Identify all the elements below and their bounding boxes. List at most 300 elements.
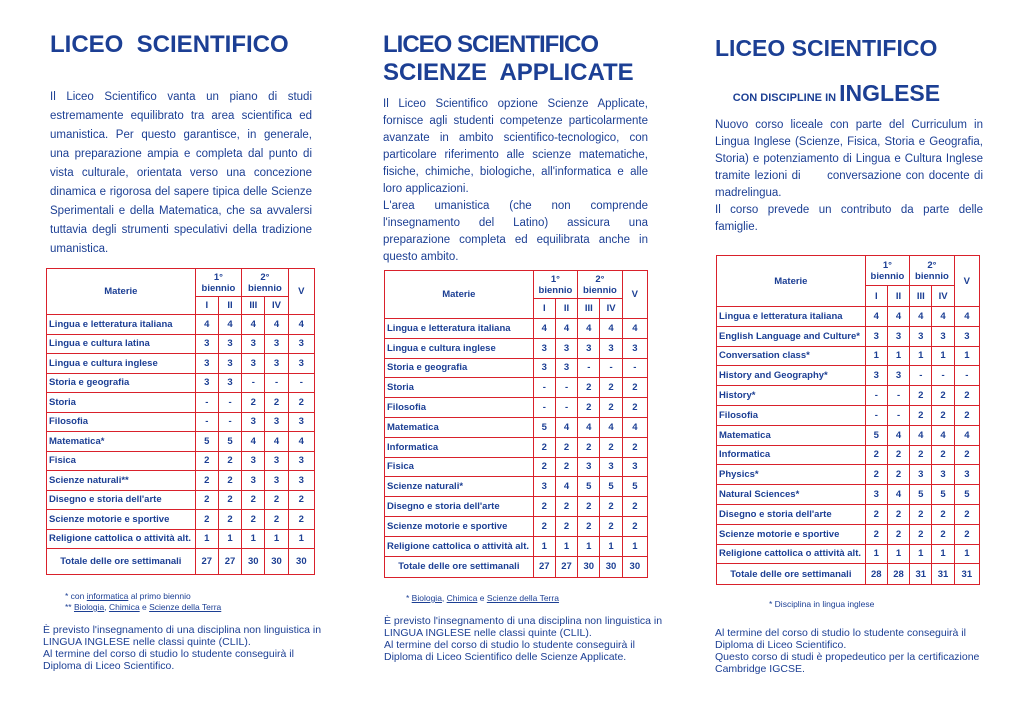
table-row — [47, 354, 315, 374]
hours-cell: 2 — [622, 378, 647, 398]
hours-cell: 4 — [954, 307, 979, 327]
subject-cell: Scienze naturali** — [47, 471, 196, 491]
hours-cell: 2 — [622, 516, 647, 536]
hours-cell: 2 — [954, 524, 979, 544]
hours-cell: 1 — [622, 536, 647, 556]
hours-cell: 3 — [887, 366, 909, 386]
hours-cell: 3 — [910, 326, 932, 346]
hours-cell: 2 — [195, 471, 218, 491]
intro-paragraph: Nuovo corso liceale con parte del Curriculum in Lingua Inglese (Scienze, Fisica, Storia e Geografia, Storia) e potenziamento di Lingua e Cultura Inglese tramite lezioni di conversazione con docente di madrelingua. — [715, 119, 987, 199]
hours-cell: 4 — [600, 417, 622, 437]
hours-cell: 4 — [600, 319, 622, 339]
subject-cell: Scienze motorie e sportive — [47, 510, 196, 530]
table-row — [717, 307, 980, 327]
hours-cell: 3 — [265, 451, 288, 471]
hours-cell: 3 — [218, 373, 241, 393]
hours-cell: 2 — [533, 437, 555, 457]
subject-cell: Storia — [47, 393, 196, 413]
footnote-link[interactable]: Scienze della Terra — [149, 602, 222, 612]
hours-cell: 5 — [865, 425, 887, 445]
total-row — [47, 549, 315, 575]
hours-cell: - — [195, 412, 218, 432]
hours-cell: 2 — [887, 524, 909, 544]
total-cell: 30 — [578, 556, 600, 577]
column-discipline-inglese — [682, 0, 1024, 721]
hours-cell: 2 — [910, 405, 932, 425]
hours-cell: 2 — [578, 497, 600, 517]
hours-cell: 3 — [865, 326, 887, 346]
subject-cell: Disegno e storia dell'arte — [385, 497, 534, 517]
hours-cell: 2 — [288, 510, 314, 530]
hours-cell: 2 — [932, 405, 954, 425]
subject-cell: Religione cattolica o attività alt. — [717, 544, 866, 564]
hours-cell: 3 — [218, 354, 241, 374]
subject-cell: Informatica — [717, 445, 866, 465]
hours-cell: 4 — [288, 315, 314, 335]
hours-cell: 4 — [533, 319, 555, 339]
hours-cell: 3 — [555, 338, 577, 358]
hours-cell: 2 — [578, 437, 600, 457]
curriculum-table — [384, 270, 648, 578]
hours-cell: 2 — [533, 516, 555, 536]
hours-cell: - — [288, 373, 314, 393]
total-cell: 31 — [954, 564, 979, 585]
total-cell: 27 — [555, 556, 577, 577]
hours-cell: 3 — [288, 471, 314, 491]
total-row — [717, 564, 980, 585]
table-row — [385, 338, 648, 358]
subject-cell: Fisica — [47, 451, 196, 471]
table-body — [385, 319, 648, 557]
hours-cell: 4 — [887, 307, 909, 327]
hours-cell: 3 — [242, 451, 265, 471]
table-row — [47, 471, 315, 491]
table-row — [47, 412, 315, 432]
hours-cell: 2 — [865, 445, 887, 465]
hours-cell: 2 — [195, 510, 218, 530]
hours-cell: 2 — [887, 445, 909, 465]
hours-cell: 1 — [533, 536, 555, 556]
hours-cell: 1 — [218, 529, 241, 549]
hours-cell: 2 — [578, 378, 600, 398]
hours-cell: 4 — [932, 425, 954, 445]
table-row — [47, 529, 315, 549]
hours-cell: - — [242, 373, 265, 393]
hours-cell: 2 — [887, 504, 909, 524]
table-row — [47, 373, 315, 393]
hours-cell: 2 — [555, 516, 577, 536]
total-cell: 27 — [533, 556, 555, 577]
subject-cell: Scienze naturali* — [385, 477, 534, 497]
table-row — [385, 477, 648, 497]
page-subtitle: SCIENZE APPLICATE — [383, 59, 634, 86]
intro-paragraph-2: Il corso prevede un contributo da parte delle famiglie. — [715, 204, 983, 233]
hours-cell: 3 — [288, 451, 314, 471]
hours-cell: 3 — [533, 477, 555, 497]
header-biennio-1: 1° biennio — [533, 271, 578, 299]
hours-cell: - — [578, 358, 600, 378]
table-row — [717, 386, 980, 406]
hours-cell: 1 — [195, 529, 218, 549]
footnote-1 — [406, 593, 656, 604]
hours-cell: 3 — [265, 412, 288, 432]
subject-cell: Religione cattolica o attività alt. — [47, 529, 196, 549]
hours-cell: 3 — [600, 457, 622, 477]
header-year: II — [218, 297, 241, 315]
hours-cell: 2 — [954, 405, 979, 425]
table-row — [47, 451, 315, 471]
subject-cell: Lingua e cultura inglese — [385, 338, 534, 358]
table-row — [47, 510, 315, 530]
total-cell: 31 — [910, 564, 932, 585]
hours-cell: 3 — [288, 334, 314, 354]
hours-cell: 1 — [910, 346, 932, 366]
hours-cell: 2 — [932, 504, 954, 524]
hours-cell: 3 — [910, 465, 932, 485]
table-body — [717, 307, 980, 564]
hours-cell: 3 — [578, 338, 600, 358]
hours-cell: 3 — [288, 354, 314, 374]
header-year: III — [242, 297, 265, 315]
hours-cell: 3 — [555, 358, 577, 378]
hours-cell: 4 — [887, 425, 909, 445]
subtitle-small: CON DISCIPLINE IN — [732, 92, 840, 104]
hours-cell: 2 — [218, 490, 241, 510]
hours-cell: 2 — [865, 465, 887, 485]
hours-cell: 4 — [622, 417, 647, 437]
total-cell: 31 — [932, 564, 954, 585]
subject-cell: Storia e geografia — [385, 358, 534, 378]
hours-cell: 3 — [242, 471, 265, 491]
hours-cell: 2 — [910, 504, 932, 524]
hours-cell: 2 — [932, 445, 954, 465]
hours-cell: 5 — [533, 417, 555, 437]
subject-cell: Lingua e letteratura italiana — [47, 315, 196, 335]
hours-cell: - — [932, 366, 954, 386]
subject-cell: Scienze motorie e sportive — [717, 524, 866, 544]
header-biennio-2: 2° biennio — [578, 271, 623, 299]
footnote-link[interactable]: Chimica — [108, 602, 140, 612]
subject-cell: Storia e geografia — [47, 373, 196, 393]
hours-cell: 2 — [865, 524, 887, 544]
hours-cell: 4 — [910, 425, 932, 445]
table-row — [385, 497, 648, 517]
subject-cell: Matematica — [717, 425, 866, 445]
hours-cell: 2 — [242, 510, 265, 530]
header-materie: Materie — [385, 271, 534, 319]
hours-cell: 2 — [600, 437, 622, 457]
header-biennio-2: 2° biennio — [242, 269, 289, 297]
footnote-text: * con — [65, 591, 87, 601]
header-year-v: V — [622, 271, 647, 319]
footnote-link[interactable]: Chimica — [446, 593, 478, 603]
table-row — [717, 425, 980, 445]
hours-cell: 3 — [932, 465, 954, 485]
hours-cell: 4 — [195, 315, 218, 335]
hours-cell: 1 — [954, 544, 979, 564]
hours-cell: 4 — [218, 315, 241, 335]
hours-cell: 2 — [578, 398, 600, 418]
subject-cell: Disegno e storia dell'arte — [47, 490, 196, 510]
header-biennio-1: 1° biennio — [865, 256, 910, 286]
hours-cell: 5 — [954, 485, 979, 505]
table-row — [717, 524, 980, 544]
hours-cell: - — [887, 386, 909, 406]
hours-cell: 3 — [865, 366, 887, 386]
hours-cell: - — [555, 378, 577, 398]
subject-cell: Lingua e cultura latina — [47, 334, 196, 354]
hours-cell: - — [865, 405, 887, 425]
hours-cell: 2 — [600, 398, 622, 418]
subject-cell: Religione cattolica o attività alt. — [385, 536, 534, 556]
curriculum-table — [716, 255, 980, 585]
table-row — [717, 346, 980, 366]
total-cell: 30 — [242, 549, 265, 575]
hours-cell: 3 — [954, 326, 979, 346]
hours-cell: 3 — [865, 485, 887, 505]
closing-paragraph: Al termine del corso di studio lo studente conseguirà il Diploma di Liceo Scientifico. Questo corso di studi è propedeutico per la certificazione Cambridge IGCSE. — [715, 627, 980, 675]
table-row — [47, 490, 315, 510]
total-cell: 30 — [600, 556, 622, 577]
hours-cell: 3 — [242, 354, 265, 374]
total-cell: 27 — [218, 549, 241, 575]
hours-cell: 2 — [910, 524, 932, 544]
hours-cell: 2 — [865, 504, 887, 524]
hours-cell: 2 — [242, 490, 265, 510]
hours-cell: 3 — [578, 457, 600, 477]
hours-cell: 1 — [288, 529, 314, 549]
subject-cell: Filosofia — [47, 412, 196, 432]
hours-cell: 3 — [622, 338, 647, 358]
hours-cell: 4 — [932, 307, 954, 327]
page-title: LICEO SCIENTIFICO — [50, 31, 289, 58]
hours-cell: 2 — [910, 445, 932, 465]
hours-cell: - — [195, 393, 218, 413]
subject-cell: History* — [717, 386, 866, 406]
footnote: * Disciplina in lingua inglese — [769, 599, 875, 609]
footnote-text: e — [477, 593, 487, 603]
closing-paragraph: È previsto l'insegnamento di una disciplina non linguistica in LINGUA INGLESE nelle classi quinte (CLIL). Al termine del corso di studio lo studente conseguirà il Diploma di Liceo Scientifico. — [43, 624, 322, 672]
hours-cell: 4 — [865, 307, 887, 327]
hours-cell: 5 — [910, 485, 932, 505]
hours-cell: 1 — [887, 544, 909, 564]
footnote-text: * — [406, 593, 412, 603]
hours-cell: 1 — [865, 544, 887, 564]
hours-cell: 5 — [195, 432, 218, 452]
subject-cell: Storia — [385, 378, 534, 398]
page-subtitle — [715, 62, 940, 125]
table-row — [385, 398, 648, 418]
total-cell: 30 — [288, 549, 314, 575]
hours-cell: 2 — [218, 471, 241, 491]
hours-cell: 4 — [555, 319, 577, 339]
hours-cell: 2 — [533, 457, 555, 477]
page-title: LICEO SCIENTIFICO — [715, 35, 938, 61]
hours-cell: 2 — [954, 386, 979, 406]
hours-cell: 2 — [555, 497, 577, 517]
hours-cell: 1 — [242, 529, 265, 549]
column-liceo-scientifico — [0, 0, 341, 721]
table-row — [385, 437, 648, 457]
table-row — [385, 319, 648, 339]
hours-cell: 2 — [622, 497, 647, 517]
hours-cell: 1 — [600, 536, 622, 556]
hours-cell: 2 — [622, 437, 647, 457]
footnote-link[interactable]: Scienze della Terra — [486, 593, 559, 603]
hours-cell: 4 — [555, 477, 577, 497]
hours-cell: 2 — [265, 393, 288, 413]
header-biennio-2: 2° biennio — [910, 256, 955, 286]
hours-cell: - — [622, 358, 647, 378]
hours-cell: 4 — [887, 485, 909, 505]
hours-cell: 2 — [195, 490, 218, 510]
hours-cell: - — [887, 405, 909, 425]
header-year: IV — [265, 297, 288, 315]
hours-cell: 4 — [265, 432, 288, 452]
hours-cell: 3 — [533, 358, 555, 378]
hours-cell: 4 — [242, 315, 265, 335]
subject-cell: Lingua e cultura inglese — [47, 354, 196, 374]
subtitle-big: INGLESE — [839, 80, 941, 106]
footnote-2 — [65, 602, 325, 613]
hours-cell: 2 — [600, 516, 622, 536]
header-year: I — [865, 286, 887, 307]
table-row — [47, 334, 315, 354]
hours-cell: 1 — [954, 346, 979, 366]
total-label: Totale delle ore settimanali — [717, 564, 866, 585]
hours-cell: 5 — [600, 477, 622, 497]
hours-cell: 2 — [578, 516, 600, 536]
total-cell: 30 — [622, 556, 647, 577]
hours-cell: 2 — [954, 445, 979, 465]
hours-cell: - — [865, 386, 887, 406]
hours-cell: 5 — [218, 432, 241, 452]
total-cell: 28 — [865, 564, 887, 585]
closing-paragraph: È previsto l'insegnamento di una disciplina non linguistica in LINGUA INGLESE nelle classi quinte (CLIL). Al termine del corso di studio lo studente conseguirà il Diploma di Liceo Scientifico delle Scienze Applicate. — [384, 615, 663, 663]
table-row — [717, 465, 980, 485]
subject-cell: Informatica — [385, 437, 534, 457]
hours-cell: 4 — [288, 432, 314, 452]
hours-cell: 3 — [265, 334, 288, 354]
total-label: Totale delle ore settimanali — [47, 549, 196, 575]
header-materie: Materie — [717, 256, 866, 307]
hours-cell: 4 — [578, 319, 600, 339]
hours-cell: 4 — [954, 425, 979, 445]
hours-cell: 1 — [910, 544, 932, 564]
hours-cell: - — [265, 373, 288, 393]
subject-cell: Matematica* — [47, 432, 196, 452]
hours-cell: - — [600, 358, 622, 378]
header-year: III — [578, 299, 600, 319]
hours-cell: 4 — [578, 417, 600, 437]
subject-cell: Matematica — [385, 417, 534, 437]
header-year-v: V — [954, 256, 979, 307]
table-row — [47, 315, 315, 335]
subject-cell: Physics* — [717, 465, 866, 485]
column-scienze-applicate — [341, 0, 682, 721]
subject-cell: English Language and Culture* — [717, 326, 866, 346]
total-cell: 30 — [265, 549, 288, 575]
subject-cell: History and Geography* — [717, 366, 866, 386]
footnotes — [65, 591, 325, 613]
table-row — [385, 358, 648, 378]
hours-cell: - — [954, 366, 979, 386]
hours-cell: 3 — [265, 354, 288, 374]
hours-cell: 3 — [195, 373, 218, 393]
hours-cell: 5 — [932, 485, 954, 505]
hours-cell: - — [555, 398, 577, 418]
hours-cell: 3 — [622, 457, 647, 477]
hours-cell: 5 — [622, 477, 647, 497]
header-year: II — [555, 299, 577, 319]
table-row — [717, 326, 980, 346]
footnote-text: al primo biennio — [128, 591, 191, 601]
hours-cell: - — [533, 378, 555, 398]
header-year: I — [533, 299, 555, 319]
intro-paragraph: Il Liceo Scientifico vanta un piano di studi estremamente equilibrato tra area scientifica ed umanistica. Per questo garantisce, in generale, una preparazione ampia e completa dal punto di vista culturale, orientata verso una concezione dinamica e rigorosa del sapere tipica delle Scienze Sperimentali e della Matematica, che sa avvalersi tuttavia degli strumenti speculativi della tradizione umanistica. — [50, 91, 312, 255]
hours-cell: 2 — [622, 398, 647, 418]
hours-cell: 2 — [265, 490, 288, 510]
table-row — [717, 544, 980, 564]
header-year: I — [195, 297, 218, 315]
hours-cell: - — [218, 412, 241, 432]
hours-cell: 3 — [954, 465, 979, 485]
hours-cell: - — [218, 393, 241, 413]
hours-cell: 5 — [578, 477, 600, 497]
table-row — [47, 393, 315, 413]
hours-cell: 2 — [555, 437, 577, 457]
hours-cell: 3 — [288, 412, 314, 432]
hours-cell: - — [533, 398, 555, 418]
header-year: III — [910, 286, 932, 307]
hours-cell: 1 — [932, 346, 954, 366]
footnote-link[interactable]: informatica — [86, 591, 129, 601]
total-label: Totale delle ore settimanali — [385, 556, 534, 577]
hours-cell: 3 — [533, 338, 555, 358]
table-row — [385, 536, 648, 556]
hours-cell: 2 — [600, 378, 622, 398]
hours-cell: 2 — [195, 451, 218, 471]
hours-cell: 3 — [932, 326, 954, 346]
hours-cell: 1 — [865, 346, 887, 366]
hours-cell: 3 — [242, 334, 265, 354]
curriculum-table — [46, 268, 315, 575]
header-year-v: V — [288, 269, 314, 315]
hours-cell: 2 — [932, 386, 954, 406]
table-body — [47, 315, 315, 549]
footnote-text: , — [441, 593, 447, 603]
subject-cell: Filosofia — [717, 405, 866, 425]
hours-cell: 3 — [218, 334, 241, 354]
header-year: IV — [600, 299, 622, 319]
hours-cell: 1 — [555, 536, 577, 556]
hours-cell: 2 — [265, 510, 288, 530]
hours-cell: 2 — [600, 497, 622, 517]
footnote-text: e — [139, 602, 150, 612]
footnote-link[interactable]: Biologia — [411, 593, 442, 603]
hours-cell: 2 — [288, 393, 314, 413]
hours-cell: 2 — [555, 457, 577, 477]
table-row — [717, 485, 980, 505]
footnote-text: ** — [65, 602, 74, 612]
footnote-link[interactable]: Biologia — [73, 602, 105, 612]
hours-cell: 4 — [910, 307, 932, 327]
table-row — [47, 432, 315, 452]
table-row — [717, 504, 980, 524]
intro-paragraph-2: L'area umanistica (che non comprende l'insegnamento del Latino) assicura una preparazione completa ed equilibrata anche in questo ambito. — [383, 200, 648, 263]
header-biennio-1: 1° biennio — [195, 269, 242, 297]
subject-cell: Scienze motorie e sportive — [385, 516, 534, 536]
